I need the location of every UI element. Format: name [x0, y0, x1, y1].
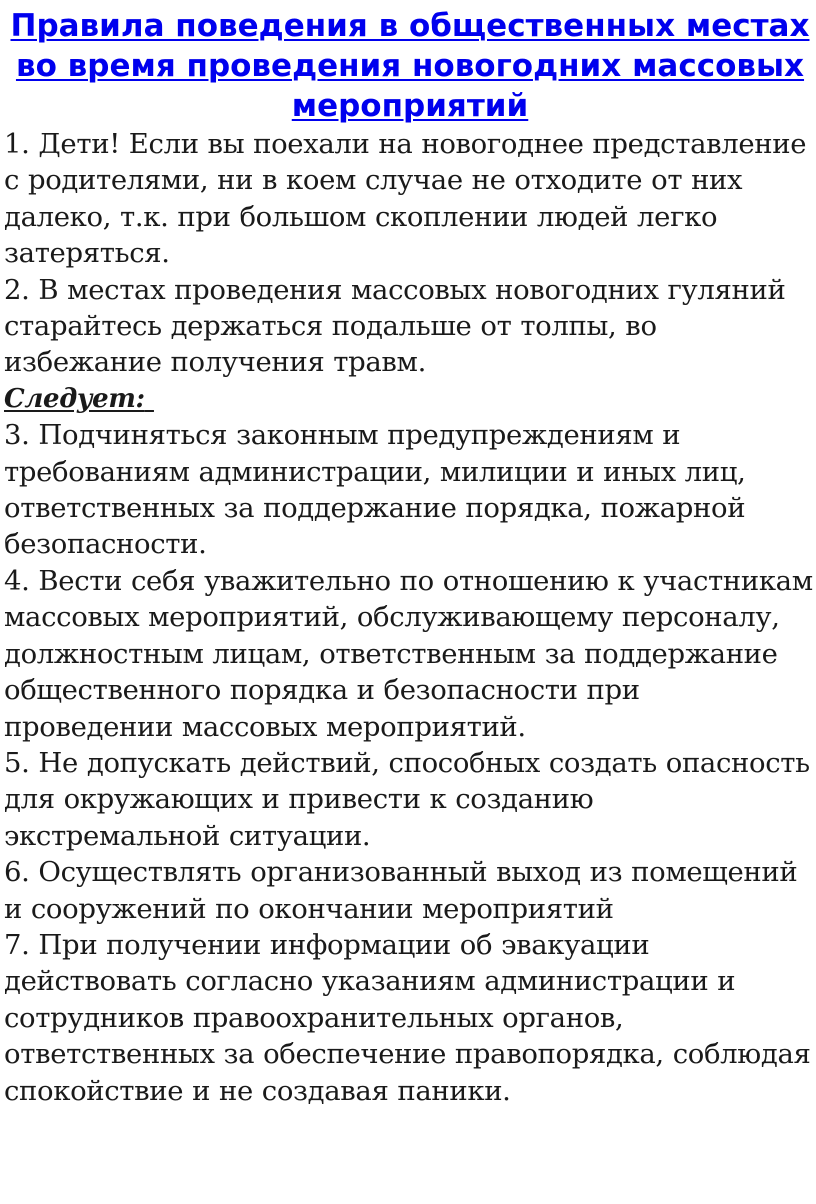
rule-paragraph-1: 1. Дети! Если вы поехали на новогоднее представление с родителями, ни в коем случае не отходите от них далеко, т.к. при большом скоплении людей легко затеряться.	[4, 128, 807, 270]
document-title: Правила поведения в общественных местах во время проведения новогодних массовых мероприятий	[10, 8, 810, 124]
rule-paragraph-4: 4. Вести себя уважительно по отношению к участникам массовых мероприятий, обслуживающему персоналу, должностным лицам, ответственным за поддержание общественного порядка и безопасности при проведении массовых мероприятий.	[4, 564, 813, 743]
rule-paragraph-3: 3. Подчиняться законным предупреждениям и требованиям администрации, милиции и иных лиц, ответственных за поддержание порядка, пожарной безопасности.	[4, 419, 746, 561]
rule-paragraph-5: 5. Не допускать действий, способных создать опасность для окружающих и привести к созданию экстремальной ситуации.	[4, 746, 810, 852]
document-body	[4, 126, 816, 1109]
rule-paragraph-7: 7. При получении информации об эвакуации действовать согласно указаниям администрации и сотрудников правоохранительных органов, ответственных за обеспечение правопорядка, соблюдая спокойствие и не создавая паники.	[4, 928, 811, 1107]
section-heading	[4, 381, 816, 417]
section-heading-text: Следует:	[4, 383, 145, 414]
rule-paragraph-2: 2. В местах проведения массовых новогодних гуляний старайтесь держаться подальше от толпы, во избежание получения травм.	[4, 273, 786, 379]
rule-paragraph-6: 6. Осуществлять организованный выход из помещений и сооружений по окончании мероприятий	[4, 856, 798, 925]
